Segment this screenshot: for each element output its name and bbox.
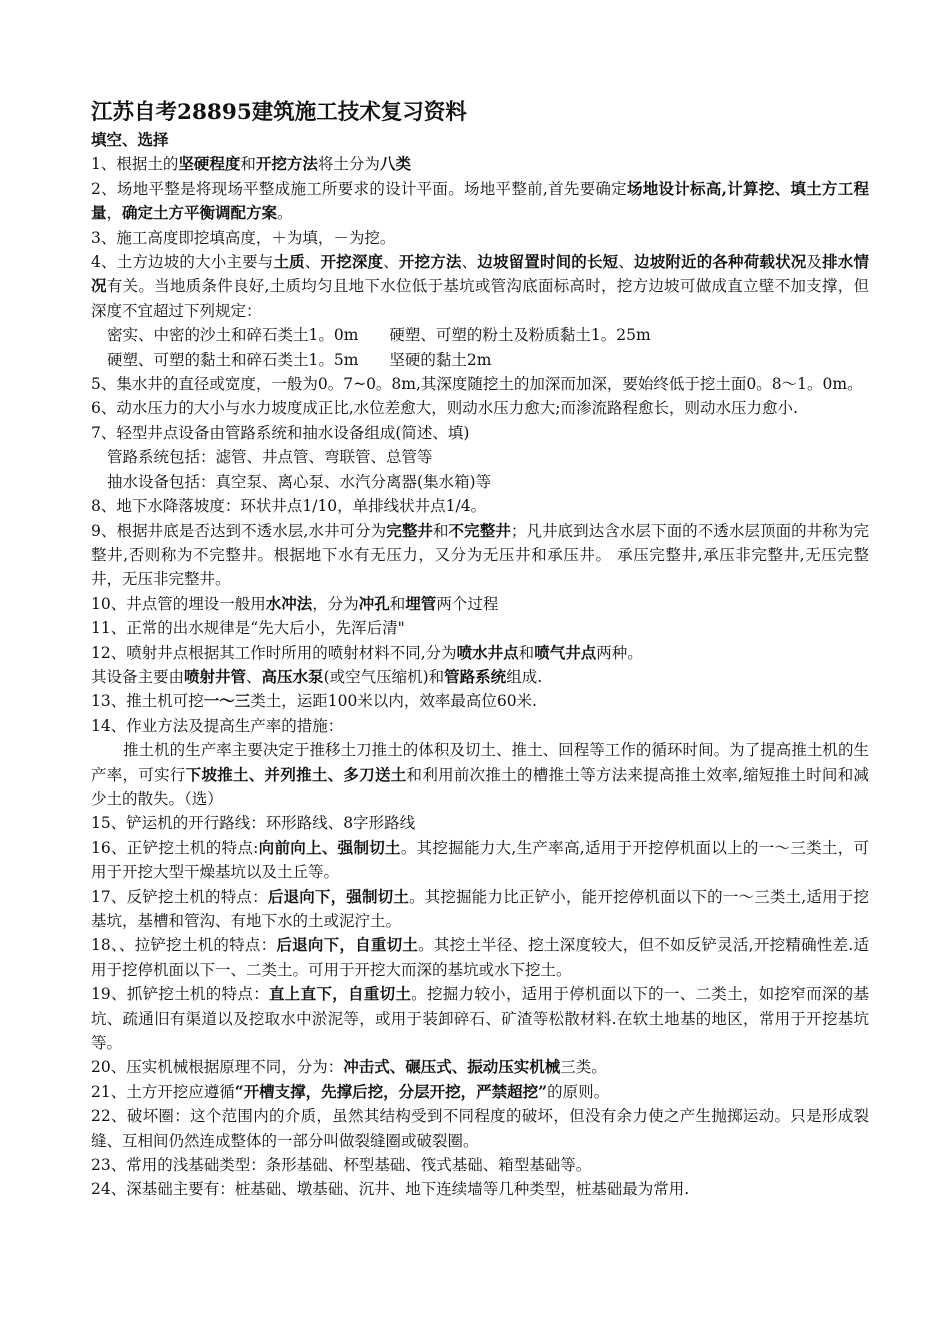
text-run: 和利用前次推土的槽推土等方法来提高推土效率,缩短推土时间和减少土的散失。（选）	[91, 765, 869, 808]
text-run: 和	[518, 643, 535, 662]
bold-text: 直上直下，自重切土	[269, 984, 412, 1004]
paragraph	[91, 982, 869, 1055]
paragraph	[91, 250, 869, 323]
bold-text: 场地设计标高,计算挖、填土方工程量	[91, 178, 869, 223]
text-run: 两个过程	[436, 594, 499, 613]
text-run: 2、场地平整是将现场平整成施工所要求的设计平面。场地平整前,首先要确定	[91, 179, 627, 198]
bold-text: 边坡留置时间的长短	[477, 252, 619, 272]
text-run: 11、正常的出水规律是“先大后小，先浑后清"	[91, 619, 405, 638]
paragraph	[91, 177, 869, 226]
text-run: 12、喷射井点根据其工作时所用的喷射材料不同,分为	[91, 643, 457, 662]
paragraph-list	[91, 152, 869, 1201]
bold-text: 埋管	[405, 593, 437, 613]
text-run: ；凡井底到达含水层下面的不透水层顶面的井称为完整井,否则称为不完整井。根据地下水有无压力，又分为无压井和承压井。 承压完整井,承压非完整井,无压完整井，无压非完整井。	[91, 521, 869, 589]
text-run: 有关。当地质条件良好,土质均匀且地下水位低于基坑或管沟底面标高时，挖方边坡可做成直立壁不加支撑，但深度不宜超过下列规定：	[91, 277, 869, 320]
text-run: 14、作业方法及提高生产率的措施：	[91, 716, 344, 735]
bold-text: 后退向下，自重切土	[276, 935, 419, 955]
bold-text: 坚硬程度	[178, 154, 241, 174]
paragraph	[91, 152, 869, 176]
text-run: 抽水设备包括：真空泵、离心泵、水汽分离器(集水箱)等	[107, 472, 492, 491]
paragraph	[91, 1177, 869, 1201]
text-run: (或空气压缩机)和	[323, 667, 445, 686]
bold-text: 管路系统	[444, 666, 507, 686]
paragraph	[91, 494, 869, 518]
text-run: 15、铲运机的开行路线：环形路线、8字形路线	[91, 814, 416, 833]
text-run: 、	[618, 253, 635, 272]
paragraph	[91, 372, 869, 396]
paragraph	[91, 1153, 869, 1177]
text-run: 6、动水压力的大小与水力坡度成正比,水位差愈大，则动水压力愈大;而渗流路程愈长，则动水压力愈小.	[91, 399, 798, 418]
bold-text: 高压水泵	[261, 666, 324, 686]
document-content	[91, 98, 869, 1202]
document-title: 江苏自考28895建筑施工技术复习资料	[91, 100, 467, 125]
paragraph	[91, 396, 869, 420]
text-run: 其设备主要由	[91, 667, 185, 686]
paragraph	[91, 519, 869, 592]
text-run: 组成.	[506, 667, 543, 686]
text-run: 类土，运距100米以内，效率最高位60米.	[250, 692, 537, 711]
paragraph	[91, 738, 869, 811]
text-run: 硬塑、可塑的黏土和碎石类土1。5m 坚硬的黏土2m	[107, 350, 492, 369]
text-run: ，	[106, 204, 123, 223]
text-run: 。其挖土半径、挖土深度较大，但不如反铲灵活,开挖精确性差.适用于挖停机面以下一、二类土。可用于开挖大而深的基坑或水下挖土。	[91, 936, 869, 979]
text-run: 4、土方边坡的大小主要与	[91, 253, 274, 272]
text-run: 5、集水井的直径或宽度，一般为0。7~0。8m,其深度随挖土的加深而加深，要始终低于挖土面0。8～1。0m。	[91, 375, 863, 394]
bold-text: 后退向下，强制切土	[267, 886, 410, 906]
bold-text: 喷水井点	[456, 642, 519, 662]
text-run: 17、反铲挖土机的特点：	[91, 887, 268, 906]
bold-text: 排水情况	[91, 252, 869, 296]
bold-text: 水冲法	[265, 593, 313, 613]
text-run: 。其挖掘能力大,生产率高,适用于开挖停机面以上的一～三类土，可用于开挖大型干燥基坑以及土丘等。	[91, 838, 869, 882]
paragraph	[91, 933, 869, 982]
bold-text: 向前向上、强制切土	[258, 837, 401, 857]
text-run: 3、施工高度即挖填高度，＋为填，－为挖。	[91, 228, 396, 247]
text-run: 13、推土机可挖	[91, 692, 204, 711]
bold-text: 喷气井点	[534, 642, 597, 662]
paragraph	[91, 836, 869, 885]
bold-text: 边坡附近的各种荷载状况	[634, 252, 807, 272]
bold-text: 八类	[379, 154, 411, 174]
paragraph	[91, 641, 869, 665]
paragraph	[91, 665, 869, 689]
paragraph	[91, 592, 869, 616]
text-run: 、	[304, 253, 321, 272]
text-run: 1、根据土的	[91, 155, 179, 174]
text-run: 16、正铲挖土机的特点:	[91, 838, 259, 857]
paragraph	[91, 348, 869, 372]
paragraph	[91, 616, 869, 640]
bold-text: 不完整井	[448, 520, 511, 540]
bold-text: 冲孔	[358, 593, 390, 613]
paragraph	[91, 421, 869, 445]
text-run: 密实、中密的沙土和碎石类土1。0m 硬塑、可塑的粉土及粉质黏土1。25m	[107, 326, 651, 345]
paragraph	[91, 811, 869, 835]
section-subtitle: 填空、选择	[91, 130, 169, 149]
text-run: 推土机的生产率主要决定于推移土刀推土的体积及切土、推土、回程等工作的循环时间。为了提高推土机的生产率，可实行	[91, 741, 869, 784]
text-run: 和	[389, 594, 406, 613]
paragraph	[91, 1055, 869, 1079]
text-run: 19、抓铲挖土机的特点：	[91, 985, 269, 1004]
text-run: 及	[806, 253, 823, 272]
bold-text: 土质	[273, 252, 305, 272]
bold-text: 完整井	[386, 520, 433, 540]
text-run: 。其挖掘能力比正铲小，能开挖停机面以下的一～三类土,适用于挖基坑，基槽和管沟、有地下水的土或泥泞土。	[91, 887, 869, 930]
text-run: 、	[383, 253, 399, 272]
text-run: 23、常用的浅基础类型：条形基础、杯型基础、筏式基础、箱型基础等。	[91, 1156, 592, 1175]
paragraph	[91, 714, 869, 738]
text-run: 20、压实机械根据原理不同，分为：	[91, 1058, 344, 1077]
bold-text: “开槽支撑，先撑后挖，分层开挖，严禁超挖”	[234, 1081, 548, 1101]
paragraph	[91, 470, 869, 494]
paragraph	[91, 226, 869, 250]
text-run: 和	[432, 521, 449, 540]
paragraph	[91, 1080, 869, 1104]
text-run: 8、地下水降落坡度：环状井点1/10，单排线状井点1/4。	[91, 497, 487, 516]
bold-text: 开挖方法	[398, 252, 462, 272]
text-run: 。	[277, 204, 293, 223]
text-run: 22、破坏圈：这个范围内的介质，虽然其结构受到不同程度的破坏，但没有余力使之产生抛掷运动。只是形成裂缝、互相间仍然连成整体的一部分叫做裂缝圈或破裂圈。	[91, 1107, 869, 1150]
text-run: 、	[461, 253, 478, 272]
paragraph	[91, 1104, 869, 1153]
text-run: 21、土方开挖应遵循	[91, 1082, 235, 1101]
text-run: 18、、拉铲挖土机的特点：	[91, 936, 277, 955]
text-run: 管路系统包括：滤管、井点管、弯联管、总管等	[107, 448, 433, 467]
text-run: 24、深基础主要有：桩基础、墩基础、沉井、地下连续墙等几种类型，桩基础最为常用.	[91, 1180, 690, 1199]
text-run: ，分为	[312, 594, 359, 613]
bold-text: 确定土方平衡调配方案	[122, 203, 278, 223]
text-run: 。挖掘力较小，适用于停机面以下的一、二类土，如挖窄而深的基坑、疏通旧有渠道以及挖取水中淤泥等，或用于装卸碎石、矿渣等松散材料.在软土地基的地区，常用于开挖基坑等。	[91, 985, 869, 1053]
bold-text: 一～三	[203, 691, 251, 711]
bold-text: 喷射井管	[184, 666, 247, 686]
text-run: 7、轻型井点设备由管路系统和抽水设备组成(简述、填)	[91, 423, 470, 442]
paragraph	[91, 885, 869, 934]
bold-text: 下坡推土、并列推土、多刀送土	[185, 764, 407, 784]
paragraph	[91, 323, 869, 347]
paragraph	[91, 445, 869, 469]
text-run: 两种。	[596, 643, 643, 662]
text-run: 10、井点管的埋设一般用	[91, 594, 266, 613]
text-run: 的原则。	[547, 1082, 610, 1101]
text-run: 、	[246, 667, 262, 686]
bold-text: 开挖方法	[255, 154, 318, 174]
text-run: 9、根据井底是否达到不透水层,水井可分为	[91, 521, 387, 540]
bold-text: 开挖深度	[320, 252, 384, 272]
bold-text: 冲击式、碾压式、振动压实机械	[343, 1057, 561, 1077]
paragraph	[91, 689, 869, 713]
text-run: 将土分为	[317, 155, 380, 174]
text-run: 和	[240, 155, 256, 174]
text-run: 三类。	[560, 1058, 607, 1077]
